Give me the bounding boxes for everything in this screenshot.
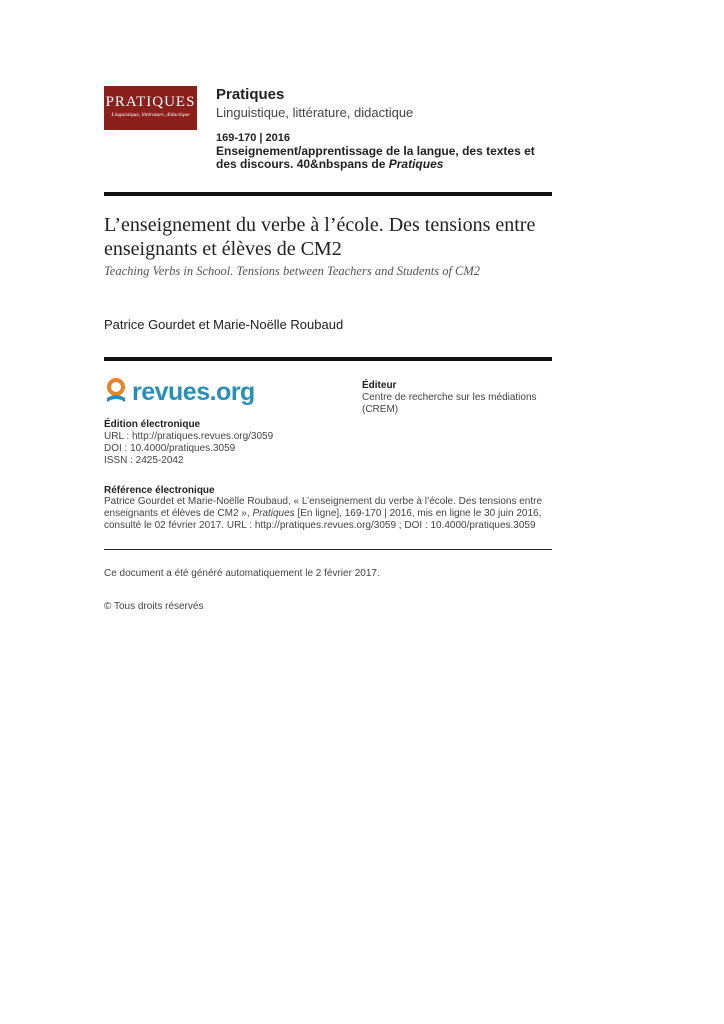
issue-title (216, 145, 556, 171)
issue-number: 169-170 | 2016 (216, 132, 291, 144)
article-title: L’enseignement du verbe à l’école. Des tensions entre enseignants et élèves de CM2 (104, 214, 536, 260)
revues-org-logo[interactable] (104, 378, 255, 406)
edition-issn: ISSN : 2425-2042 (104, 455, 184, 466)
article-authors: Patrice Gourdet et Marie-Noëlle Roubaud (104, 317, 344, 332)
reference-part1: Patrice Gourdet et Marie-Noëlle Roubaud, « L’enseignement du verbe à l’école. Des tensions entre enseignants et élèves de CM2 », (104, 496, 543, 519)
editeur-value: Centre de recherche sur les médiations (CREM) (362, 392, 537, 415)
reference-journal: Pratiques (252, 508, 295, 519)
issue-title-main: Enseignement/apprentissage de la langue, des textes et des discours. 40&nbspans de (216, 144, 535, 171)
issue-title-journal: Pratiques (388, 157, 444, 171)
editeur-label: Éditeur (362, 380, 397, 391)
reference-part2: [En ligne], 169-170 | 2016, mis en ligne le 30 juin 2016, consulté le 02 février 2017. URL : http://pratiques.revues.org/3059 ; DOI : 10.4000/pratiques.3059 (104, 508, 542, 531)
article-divider (104, 357, 552, 361)
logo-word: PRATIQUES (105, 94, 196, 110)
journal-logo[interactable] (104, 86, 197, 130)
footer-divider (104, 549, 552, 550)
edition-doi[interactable]: DOI : 10.4000/pratiques.3059 (104, 443, 236, 454)
header-divider (104, 192, 552, 196)
reference-label: Référence électronique (104, 485, 215, 496)
journal-name: Pratiques (216, 86, 285, 103)
rights-note: © Tous droits réservés (104, 601, 204, 612)
generated-note: Ce document a été généré automatiquement le 2 février 2017. (104, 568, 380, 579)
article-subtitle: Teaching Verbs in School. Tensions between Teachers and Students of CM2 (104, 264, 481, 278)
edition-label: Édition électronique (104, 419, 201, 430)
journal-subtitle: Linguistique, littérature, didactique (216, 105, 414, 120)
logo-subtitle: Linguistique, littérature, didactique (111, 112, 190, 118)
edition-url[interactable]: URL : http://pratiques.revues.org/3059 (104, 431, 274, 442)
reference-text (104, 496, 554, 532)
revues-org-wordmark: revues.org (132, 378, 255, 406)
revues-person-icon (104, 378, 128, 406)
